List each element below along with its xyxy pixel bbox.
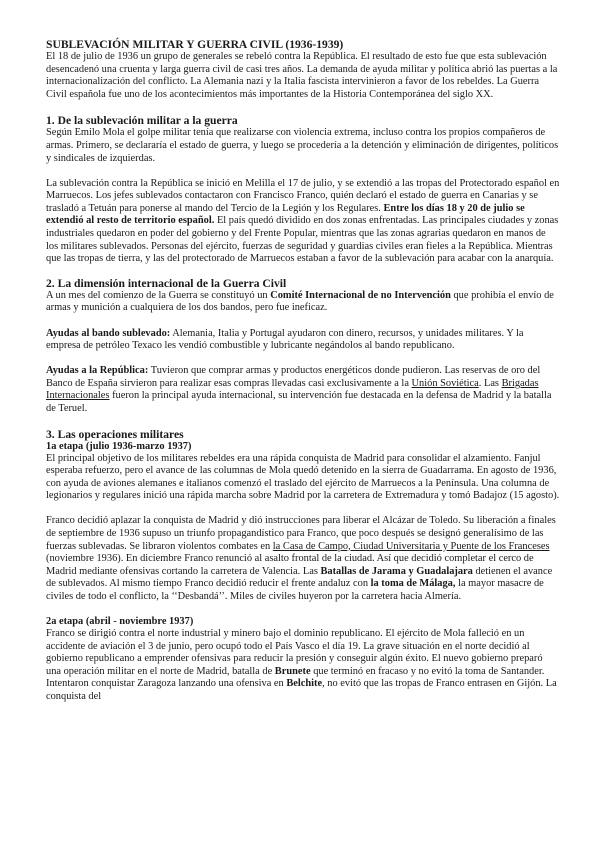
underlined-phrase: Unión Soviética	[411, 377, 479, 389]
bold-phrase: Belchite	[286, 678, 323, 690]
intro-paragraph: El 18 de julio de 1936 un grupo de generales se rebeló contra la República. El resultado de esto fue que esta sublevación desencadenó una cruenta y larga guerra civil de casi tres años. La demanda de ayuda militar y política abrió las puertas a la internacionalización del conflicto. La Alemania nazi y la Italia fascista intervinieron a favor de los rebeldes. La Guerra Civil española fue uno de los acontecimientos más importantes de la Historia Contemporánea del siglo XX.	[46, 51, 558, 100]
section-2-heading: 2. La dimensión internacional de la Guerra Civil	[46, 276, 287, 290]
bold-phrase: Comité Internacional de no Intervención	[270, 289, 451, 301]
bold-phrase: Entre los días 18 y 20 de julio se extendió al resto de territorio español.	[46, 202, 525, 227]
section-1-paragraph-1: Según Emilo Mola el golpe militar tenía que realizarse con violencia extrema, incluso contra los propios compañeros de armas. Primero, se declararía el estado de guerra, y luego se procedería a la detención y eliminación de dirigentes, políticos y sindicales de izquierdas.	[46, 127, 559, 164]
paragraph-label: Ayudas al bando sublevado:	[46, 327, 171, 339]
bold-phrase: Brunete	[274, 665, 311, 677]
stage-1-paragraph-1: El principal objetivo de los militares rebeldes era una rápida conquista de Madrid para consolidar el alzamiento. Fanjul esperaba refuerzo, pero el avance de las columnas de Mola quedó detenido en la sierra de Guadarrama. En agosto de 1936, con ayuda de aviones alemanes e italianos comenzó el traslado del ejército de Marruecos a la Península. Una columna de legionarios y regulares inició una rápida marcha sobre Madrid por la carretera de Extremadura y tomó Badajoz (15 agosto).	[46, 452, 560, 502]
stage-1-heading: 1a etapa (julio 1936-marzo 1937)	[46, 440, 192, 452]
underlined-phrase: la Casa de Campo, Ciudad Universitaria y Puente de los Franceses	[272, 540, 550, 552]
bold-phrase: Batallas de Jarama y Guadalajara	[320, 565, 473, 577]
stage-2-heading: 2a etapa (abril - noviembre 1937)	[46, 616, 194, 628]
section-2-paragraph-3: Ayudas a la República: Tuvieron que comprar armas y productos energéticos donde pudieron. Las reservas de oro del Banco de España sirvieron para realizar esas compras llevadas casi exclusivamente a la Unión Soviética. Las Brigadas Internacionales fueron la principal ayuda internacional, su intervención fue destacada en la defensa de Madrid y la batalla de Teruel.	[46, 365, 552, 414]
stage-1-paragraph-2: Franco decidió aplazar la conquista de Madrid y dió instrucciones para liberar el Alcázar de Toledo. Su liberación a finales de septiembre de 1936 supuso un triunfo propagandístico para Franco, que poco después se designó generalísimo de las fuerzas sublevadas. Se libraron violentos combates en la Casa de Campo, Ciudad Universitaria y Puente de los Franceses (noviembre 1936). En diciembre Franco renunció al asalto frontal de la ciudad. Así que decidió completar el cerco de Madrid mediante ofensivas cortando la carretera de Valencia. Las Batallas de Jarama y Guadalajara detienen el avance de sublevados. Al mismo tiempo Franco decidió reducir el frente andaluz con la toma de Málaga, la mayor masacre de civiles de todo el conflicto, la ‘‘Desbandá’’. Miles de civiles huyeron por la carretera hacia Almería.	[46, 515, 556, 602]
section-1-paragraph-2: La sublevación contra la República se inició en Melilla el 17 de julio, y se extendió a las tropas del Protectorado español en Marruecos. Los jefes sublevados contactaron con Francisco Franco, quién declaró el estado de guerra en Canarias y se trasladó a Tetuán para ponerse al mando del Tercio de la Legión y los Regulares. Entre los días 18 y 20 de julio se extendió al resto de territorio español. El país quedó dividido en dos zonas enfrentadas. Las principales ciudades y zonas industriales quedaron en poder del gobierno y del Frente Popular, mientras que las zonas agrarias quedaron en manos de los militares sublevados. Personas del ejército, fuerzas de seguridad y guardias civiles eran fieles a la República. Mientras que las tropas de tierra, y las del protectorado de Marruecos estaban a favor de la sublevación para acabar con la anarquía.	[46, 177, 560, 265]
underlined-phrase: Brigadas Internacionales	[46, 377, 539, 402]
stage-2-paragraph-1: Franco se dirigió contra el norte industrial y minero bajo el dominio republicano. El ejército de Mola falleció en un accidente de aviación el 3 de junio, pero ocupó todo el País Vasco el día 19. La grave situación en el norte decidió al gobierno republicano a emprender ofensivas para reducir la presión y conseguir algún éxito. El nuevo gobierno preparó una operación militar en el norte de Madrid, batalla de Brunete que terminó en fracaso y no evitó la toma de Santander. Intentaron conquistar Zaragoza lanzando una ofensiva en Belchite, no evitó que las tropas de Franco entrasen en Gijón. La conquista del	[46, 628, 557, 703]
bold-phrase: la toma de Málaga,	[370, 578, 456, 590]
section-1-heading: 1. De la sublevación militar a la guerra	[46, 114, 238, 128]
paragraph-label: Ayudas a la República:	[46, 365, 149, 377]
section-3-heading: 3. Las operaciones militares	[46, 427, 184, 441]
document-title: SUBLEVACIÓN MILITAR Y GUERRA CIVIL (1936-1939)	[46, 38, 344, 51]
section-2-paragraph-2: Ayudas al bando sublevado: Alemania, Italia y Portugal ayudaron con dinero, recursos, y unidades militares. Y la empresa de petróleo Texaco les vendió combustible y lubricante negándolos al bando republicano.	[46, 327, 524, 352]
section-2-paragraph-1: A un mes del comienzo de la Guerra se constituyó un Comité Internacional de no Intervención que prohibía el envío de armas y munición a cualquiera de los dos bandos, pero fue ineficaz.	[46, 289, 554, 314]
